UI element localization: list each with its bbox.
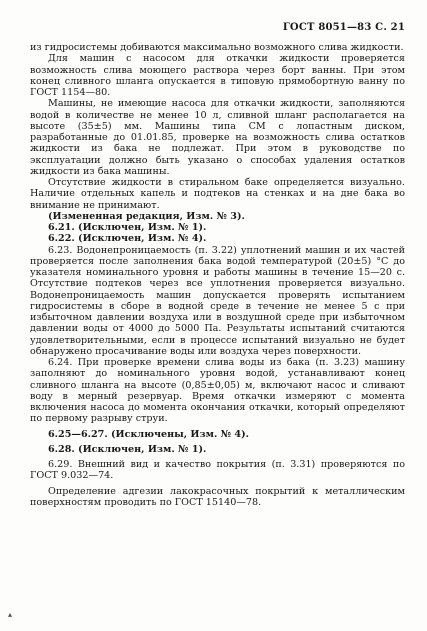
clause-excluded: 6.21. (Исключен, Изм. № 1).: [48, 222, 207, 233]
paragraph: Отсутствие жидкости в стиральном баке определяется визуально. Наличие отдельных капель и подтеков на стенках и на дне бака во внимание не принимают.: [30, 177, 405, 211]
paragraph: Машины, не имеющие насоса для откачки жидкости, заполняются водой в количестве не менее 10 л, сливной шланг располагается на высоте (35±5) мм. Машины типа СМ с лопастным диском, разработанные до 01.01.85, проверке на возможность слива остатков жидкости из бака не подлежат. При этом в руководстве по эксплуатации должно быть указано о способах удаления остатков жидкости из бака машины.: [30, 98, 405, 177]
paragraph: из гидросистемы добиваются максимально возможного слива жидкости.: [30, 42, 404, 53]
paragraph: Для машин с насосом для откачки жидкости проверяется возможность слива моющего раствора через борт ванны. При этом конец сливного шланга опускается в типовую прямобортную ванну по ГОСТ 1154—80.: [30, 53, 405, 98]
body-text: [30, 42, 405, 508]
clause-excluded: 6.28. (Исключен, Изм. № 1).: [48, 443, 207, 455]
clause-paragraph: 6.23. Водонепроницаемость (п. 3.22) уплотнений машин и их частей проверяется после заполнения бака водой температурой (20±5) °С до указателя номинального уровня и работы машины в течение 15—20 с. Отсутствие подтеков через все уплотнения проверяется визуально. Водонепроницаемость машин допускается проверять испытанием гидросистемы в сборе в водной среде в течение не менее 5 с при избыточном давлении воздуха или в воздушной среде при избыточном давлении воды от 4000 до 5000 Па. Результаты испытаний считаются удовлетворительными, если в процессе испытаний визуально не будет обнаружено просачивание воды или воздуха через поверхности.: [30, 244, 405, 357]
scan-mark: ▴: [8, 610, 13, 619]
clause-paragraph: Определение адгезии лакокрасочных покрытий к металлическим поверхностям проводить по ГОСТ 15140—78.: [30, 485, 405, 508]
clause-paragraph: 6.29. Внешний вид и качество покрытия (п. 3.31) проверяются по ГОСТ 9.032—74.: [30, 459, 405, 482]
clause-paragraph: 6.24. При проверке времени слива воды из бака (п. 3.23) машину заполняют до номинального уровня водой, устанавливают конец сливного шланга на высоте (0,85±0,05) м, включают насос и сливают воду в мерный резервуар. Время откачки измеряют с момента включения насоса до момента окончания откачки, который определяют по первому разрыву струи.: [30, 357, 405, 425]
amendment-note: (Измененная редакция, Изм. № 3).: [48, 210, 245, 222]
running-head: ГОСТ 8051—83 С. 21: [282, 22, 405, 33]
clause-excluded: 6.22. (Исключен, Изм. № 4).: [48, 233, 207, 245]
clause-excluded: 6.25—6.27. (Исключены, Изм. № 4).: [48, 428, 249, 440]
